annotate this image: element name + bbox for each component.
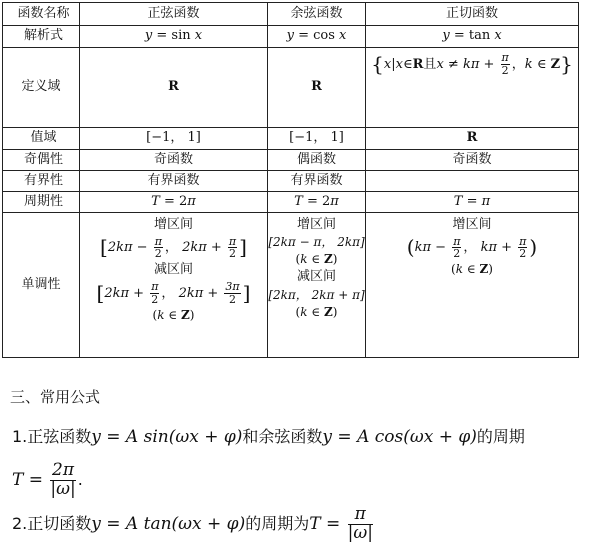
header-row [3, 3, 579, 26]
domain-tangent: {x|x∈R且x ≠ kπ + $\frac{\pi}{2}$ ，k ∈ Z} [366, 48, 579, 128]
cosine-increasing-label: 增区间 [296, 217, 336, 232]
header-tangent: 正切函数 [366, 3, 579, 26]
bounded-cosine: 有界函数 [268, 171, 366, 192]
analytic-sine: y = sin x [80, 26, 268, 48]
monotonic-tangent [366, 213, 579, 358]
period-cosine: T = 2π [268, 192, 366, 213]
range-tangent: R [366, 128, 579, 150]
sine-increasing-interval: [2kπ − $\frac{\pi}{2}$ ， 2kπ + $\frac{\pi}{2}$ ] [100, 234, 247, 261]
period-sine: T = 2π [80, 192, 268, 213]
bounded-label: 有界性 [3, 171, 80, 192]
range-sine: [−1， 1] [80, 128, 268, 150]
analytic-cosine: y = cos x [268, 26, 366, 48]
parity-cosine: 偶函数 [268, 150, 366, 171]
monotonic-label: 单调性 [3, 213, 80, 358]
header-function-name: 函数名称 [3, 3, 80, 26]
sine-k-condition: (k ∈ Z) [152, 307, 195, 322]
period-fraction-1: $\frac{2\pi}{|\omega|}$ [50, 460, 76, 499]
sine-increasing-label: 增区间 [153, 217, 193, 232]
domain-sine: R [80, 48, 268, 128]
sine-decreasing-interval: [2kπ + $\frac{\pi}{2}$ ， 2kπ + $\frac{3\pi}{2}$ ] [96, 279, 251, 306]
formula-2: 2.正切函数y = A tan(ωx + φ)的周期为T = $\frac{\pi}{|\omega|}$ [12, 504, 373, 543]
parity-tangent: 奇函数 [366, 150, 579, 171]
header-cosine: 余弦函数 [268, 3, 366, 26]
sine-decreasing-label: 减区间 [153, 262, 193, 278]
parity-row [3, 150, 579, 171]
bounded-tangent [366, 171, 579, 192]
header-sine: 正弦函数 [80, 3, 268, 26]
section-title: 三、常用公式 [10, 388, 101, 406]
tangent-increasing-label: 增区间 [452, 217, 492, 232]
bounded-row [3, 171, 579, 192]
period-label: 周期性 [3, 192, 80, 213]
analytic-row [3, 26, 579, 48]
tangent-increasing-interval: (kπ − $\frac{\pi}{2}$ ， kπ + $\frac{\pi}{2}$ ) [406, 234, 538, 261]
period-row [3, 192, 579, 213]
bounded-sine: 有界函数 [80, 171, 268, 192]
analytic-tangent: y = tan x [366, 26, 579, 48]
range-label: 值域 [3, 128, 80, 150]
monotonic-cosine [268, 213, 366, 358]
parity-label: 奇偶性 [3, 150, 80, 171]
cosine-k-condition-1: (k ∈ Z) [295, 252, 338, 267]
cosine-increasing-interval: [2kπ − π， 2kπ] [268, 235, 365, 250]
range-cosine: [−1， 1] [268, 128, 366, 150]
monotonic-sine [80, 213, 268, 358]
formula-1-line-2: T = $\frac{2\pi}{|\omega|}$ . [12, 460, 83, 499]
formula-1-line-1: 1.正弦函数y = A sin(ωx + φ)和余弦函数y = A cos(ωx + φ)的周期 [12, 427, 525, 447]
cosine-decreasing-label: 减区间 [296, 269, 336, 285]
analytic-label: 解析式 [3, 26, 80, 48]
domain-label: 定义域 [3, 48, 80, 128]
parity-sine: 奇函数 [80, 150, 268, 171]
trig-function-table [2, 2, 579, 358]
pi-over-2-fraction: $\frac{\pi}{2}$ [501, 51, 509, 77]
monotonic-row [3, 213, 579, 358]
tangent-k-condition: (k ∈ Z) [451, 262, 493, 277]
period-tangent: T = π [366, 192, 579, 213]
cosine-decreasing-interval: [2kπ， 2kπ + π] [268, 287, 365, 302]
domain-cosine: R [268, 48, 366, 128]
cosine-k-condition-2: (k ∈ Z) [295, 304, 338, 319]
period-fraction-2: $\frac{\pi}{|\omega|}$ [347, 504, 373, 543]
range-row [3, 128, 579, 150]
domain-row [3, 48, 579, 128]
